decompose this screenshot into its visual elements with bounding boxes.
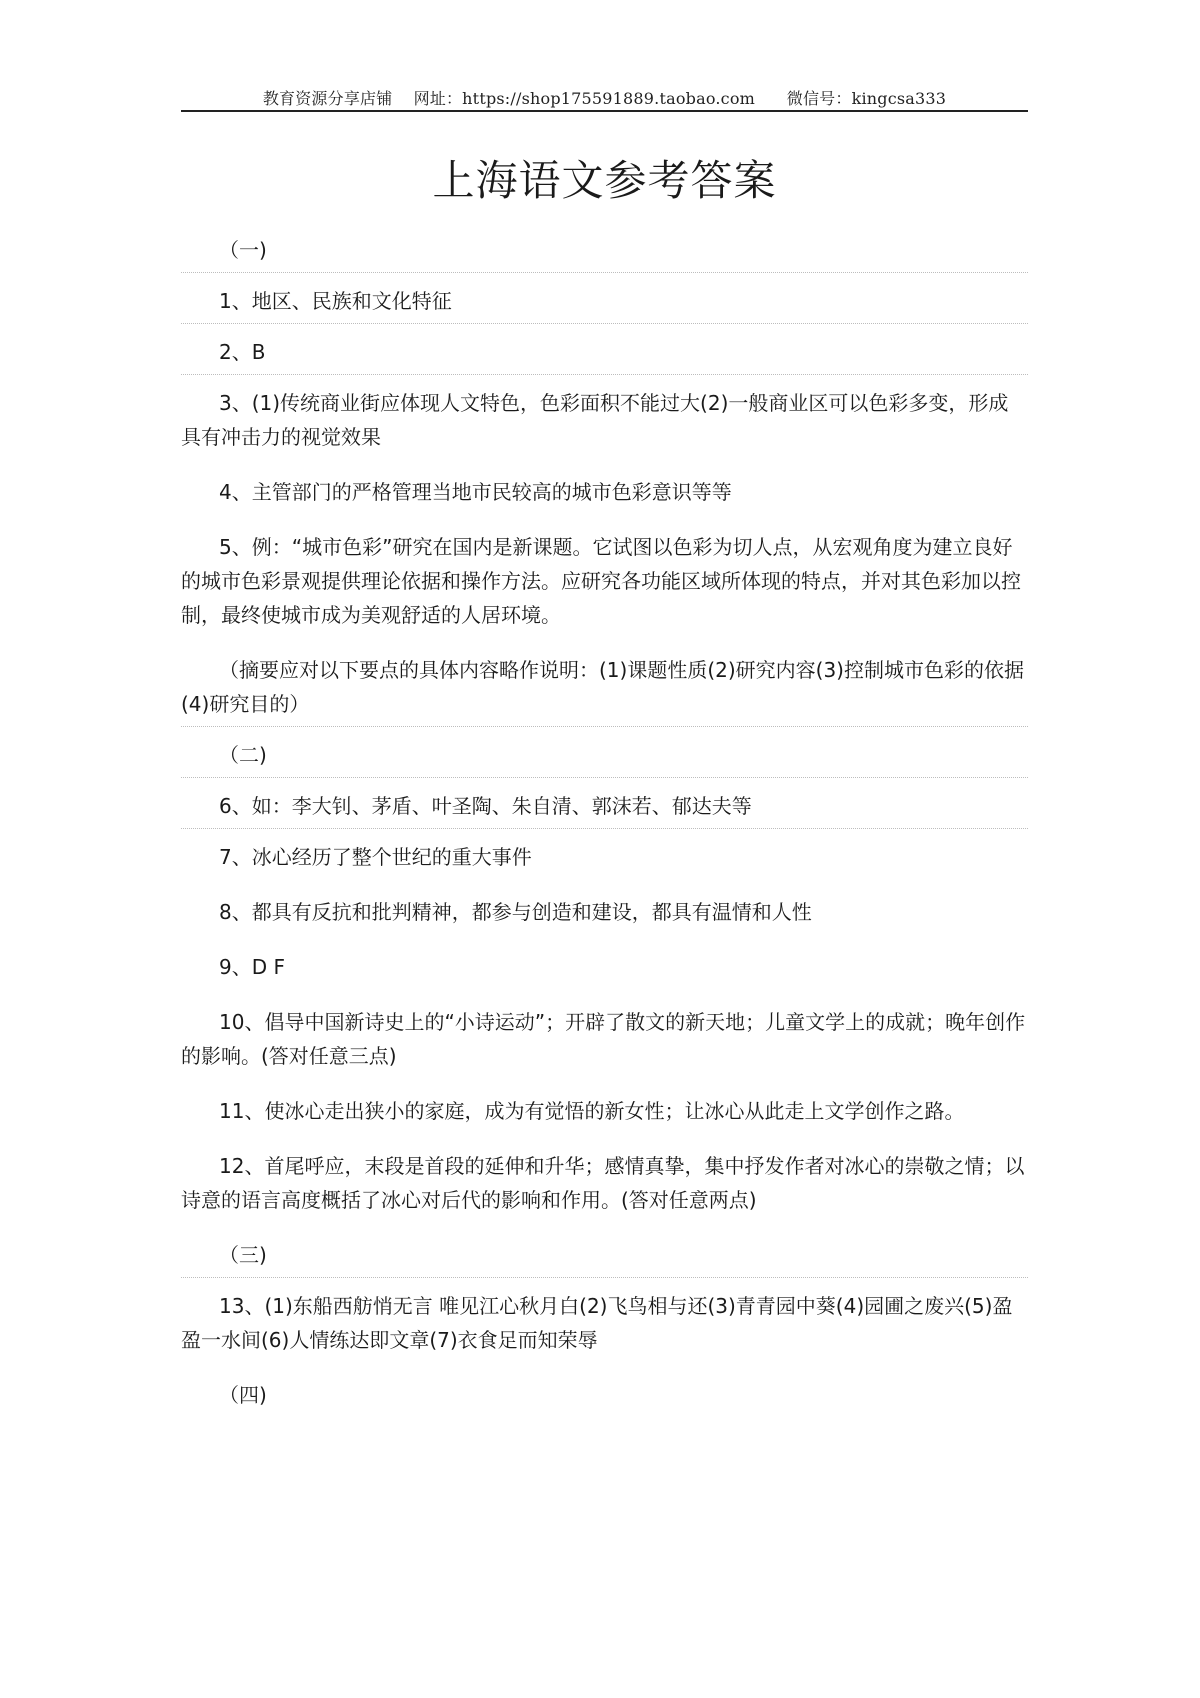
answer-4: 4、主管部门的严格管理当地市民较高的城市色彩意识等等 (219, 480, 732, 504)
document-title: 上海语文参考答案 (432, 156, 777, 205)
header-url: 网址：https://shop175591889.taobao.com (413, 89, 756, 108)
dotted-divider (181, 828, 1028, 829)
answer-3: 3、(1)传统商业街应体现人文特色，色彩面积不能过大(2)一般商业区可以色彩多变，形成具有冲击力的视觉效果 (181, 391, 1009, 449)
answer-13: 13、(1)东船西舫悄无言 唯见江心秋月白(2)飞鸟相与还(3)青青园中葵(4)园圃之废兴(5)盈盈一水间(6)人情练达即文章(7)衣食足而知荣辱 (181, 1294, 1013, 1352)
answer-12: 12、首尾呼应，末段是首段的延伸和升华；感情真挚，集中抒发作者对冰心的崇敬之情；以诗意的语言高度概括了冰心对后代的影响和作用。(答对任意两点) (181, 1154, 1025, 1212)
header-wechat: 微信号：kingcsa333 (786, 89, 947, 108)
answer-9: 9、D F (219, 955, 285, 979)
document-body (181, 233, 1028, 1412)
answer-8: 8、都具有反抗和批判精神，都参与创造和建设，都具有温情和人性 (219, 900, 812, 924)
answer-2: 2、B (219, 340, 266, 364)
page-header (181, 86, 1028, 109)
section-heading-2: （二) (219, 743, 267, 767)
answer-11: 11、使冰心走出狭小的家庭，成为有觉悟的新女性；让冰心从此走上文学创作之路。 (219, 1099, 965, 1123)
header-divider (181, 110, 1028, 112)
section-heading-1: （一) (219, 238, 267, 262)
header-shop-name: 教育资源分享店铺 (262, 89, 393, 108)
answer-1: 1、地区、民族和文化特征 (219, 289, 452, 313)
dotted-divider (181, 1277, 1028, 1278)
dotted-divider (181, 374, 1028, 375)
answer-5-note: （摘要应对以下要点的具体内容略作说明：(1)课题性质(2)研究内容(3)控制城市色彩的依据(4)研究目的） (181, 658, 1024, 716)
answer-10: 10、倡导中国新诗史上的“小诗运动”；开辟了散文的新天地；儿童文学上的成就；晚年创作的影响。(答对任意三点) (181, 1010, 1026, 1068)
dotted-divider (181, 323, 1028, 324)
answer-7: 7、冰心经历了整个世纪的重大事件 (219, 845, 532, 869)
answer-5: 5、例：“城市色彩”研究在国内是新课题。它试图以色彩为切人点，从宏观角度为建立良好的城市色彩景观提供理论依据和操作方法。应研究各功能区域所体现的特点，并对其色彩加以控制，最终使城市成为美观舒适的人居环境。 (181, 535, 1021, 627)
section-heading-3: （三) (219, 1243, 267, 1267)
dotted-divider (181, 726, 1028, 727)
answer-6: 6、如：李大钊、茅盾、叶圣陶、朱自清、郭沫若、郁达夫等 (219, 794, 752, 818)
dotted-divider (181, 777, 1028, 778)
section-heading-4: （四) (219, 1383, 267, 1407)
dotted-divider (181, 272, 1028, 273)
